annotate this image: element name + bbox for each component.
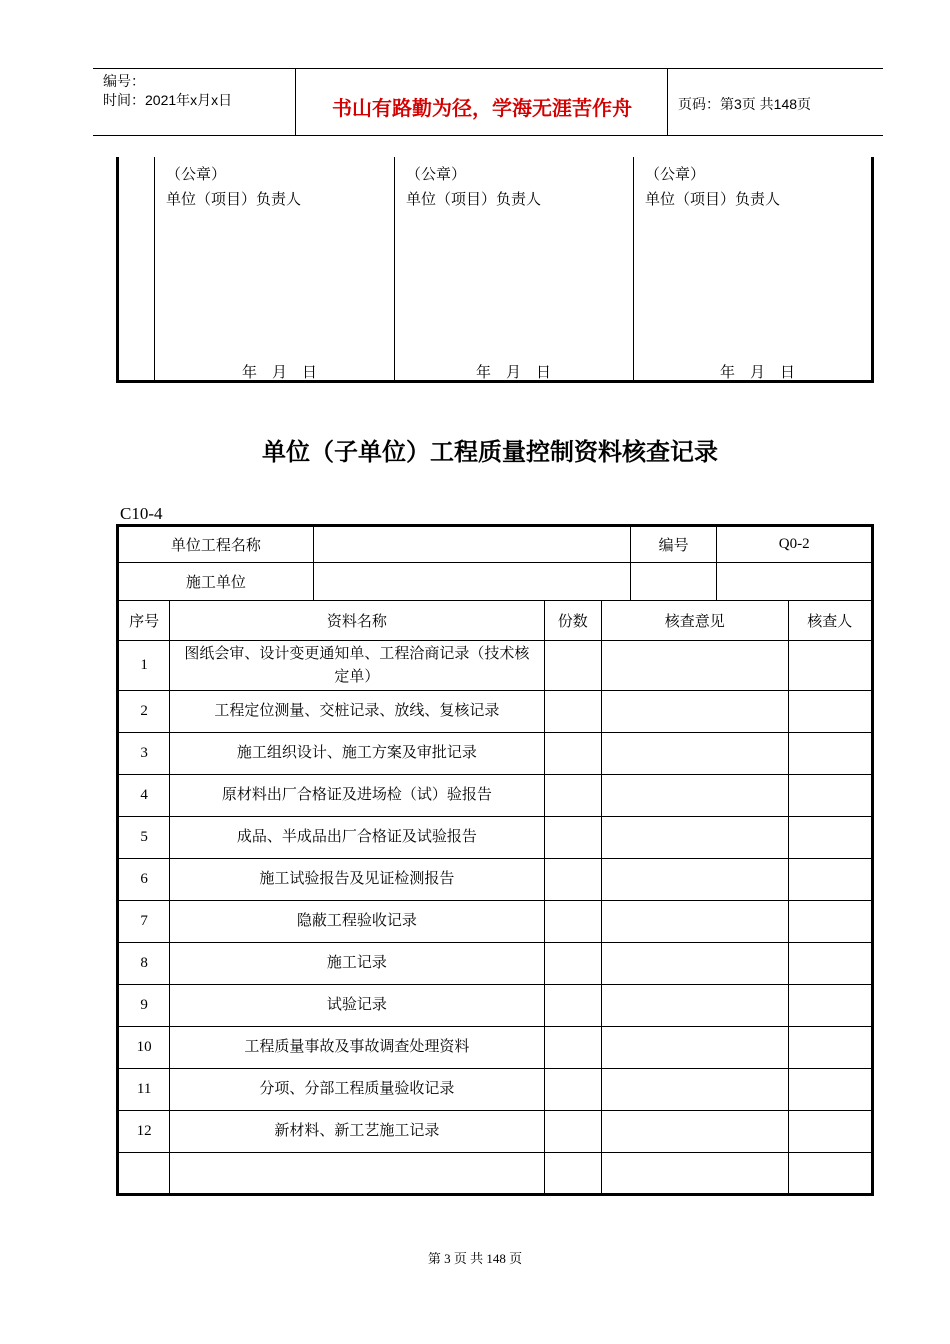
row-copies[interactable] xyxy=(544,733,601,775)
number-label: 编号： xyxy=(103,73,145,89)
row-opinion[interactable] xyxy=(601,733,788,775)
row-checker[interactable] xyxy=(788,691,872,733)
table-row xyxy=(118,691,873,733)
date-label: 年 月 日 xyxy=(720,365,796,381)
signature-cell xyxy=(635,157,871,380)
row-opinion[interactable] xyxy=(601,1027,788,1069)
table-row xyxy=(118,817,873,859)
row-seq: 8 xyxy=(118,943,170,985)
row-copies[interactable] xyxy=(544,691,601,733)
table-row xyxy=(118,1153,873,1195)
lead-label: 单位（项目）负责人 xyxy=(406,192,542,208)
row-copies[interactable] xyxy=(544,985,601,1027)
table-row xyxy=(118,775,873,817)
table-row xyxy=(118,985,873,1027)
empty-cell[interactable] xyxy=(631,563,717,601)
row-opinion[interactable] xyxy=(601,775,788,817)
table-row xyxy=(118,1111,873,1153)
row-name: 工程质量事故及事故调查处理资料 xyxy=(170,1027,544,1069)
header-motto: 书山有路勤为径，学海无涯苦作舟 xyxy=(332,96,632,120)
table-row xyxy=(118,1069,873,1111)
row-checker[interactable] xyxy=(788,641,872,691)
contractor-field[interactable] xyxy=(313,563,630,601)
row-name xyxy=(170,1153,544,1195)
row-checker[interactable] xyxy=(788,1069,872,1111)
table-row xyxy=(118,943,873,985)
row-copies[interactable] xyxy=(544,641,601,691)
number-label: 编号 xyxy=(631,526,717,563)
table-row xyxy=(118,859,873,901)
row-copies[interactable] xyxy=(544,859,601,901)
page-title: 单位（子单位）工程质量控制资料核查记录 xyxy=(262,438,718,466)
name-header: 资料名称 xyxy=(170,601,544,641)
row-seq: 12 xyxy=(118,1111,170,1153)
row-name: 隐蔽工程验收记录 xyxy=(170,901,544,943)
project-name-label: 单位工程名称 xyxy=(118,526,314,563)
time-label: 时间：2021年x月x日 xyxy=(103,92,233,108)
row-checker[interactable] xyxy=(788,859,872,901)
row-copies[interactable] xyxy=(544,1027,601,1069)
row-copies[interactable] xyxy=(544,1153,601,1195)
row-seq: 10 xyxy=(118,1027,170,1069)
table-row xyxy=(118,641,873,691)
date-label: 年 月 日 xyxy=(242,365,318,381)
column-header-row xyxy=(118,601,873,641)
row-checker[interactable] xyxy=(788,817,872,859)
row-seq: 9 xyxy=(118,985,170,1027)
row-opinion[interactable] xyxy=(601,985,788,1027)
row-opinion[interactable] xyxy=(601,1111,788,1153)
seal-label: （公章） xyxy=(166,167,227,183)
form-code: C10-4 xyxy=(120,504,163,523)
contractor-label: 施工单位 xyxy=(118,563,314,601)
row-checker[interactable] xyxy=(788,775,872,817)
date-label: 年 月 日 xyxy=(476,365,552,381)
row-checker[interactable] xyxy=(788,901,872,943)
row-checker[interactable] xyxy=(788,1111,872,1153)
info-row xyxy=(118,526,873,563)
row-opinion[interactable] xyxy=(601,817,788,859)
project-name-field[interactable] xyxy=(313,526,630,563)
row-opinion[interactable] xyxy=(601,943,788,985)
row-checker[interactable] xyxy=(788,943,872,985)
row-name: 工程定位测量、交桩记录、放线、复核记录 xyxy=(170,691,544,733)
row-opinion[interactable] xyxy=(601,691,788,733)
row-opinion[interactable] xyxy=(601,901,788,943)
seal-label: （公章） xyxy=(645,167,706,183)
check-table xyxy=(116,524,874,1196)
row-seq: 11 xyxy=(118,1069,170,1111)
row-opinion[interactable] xyxy=(601,1153,788,1195)
row-checker[interactable] xyxy=(788,733,872,775)
row-name: 分项、分部工程质量验收记录 xyxy=(170,1069,544,1111)
row-checker[interactable] xyxy=(788,985,872,1027)
signature-divider xyxy=(154,157,155,380)
page-footer: 第 3 页 共 148 页 xyxy=(427,1251,523,1266)
seq-header: 序号 xyxy=(118,601,170,641)
checker-header: 核查人 xyxy=(788,601,872,641)
seal-label: （公章） xyxy=(406,167,467,183)
row-checker[interactable] xyxy=(788,1027,872,1069)
row-name: 原材料出厂合格证及进场检（试）验报告 xyxy=(170,775,544,817)
table-row xyxy=(118,733,873,775)
header-page-info: 页码：第3页 共148页 xyxy=(678,96,812,112)
row-seq xyxy=(118,1153,170,1195)
copies-header: 份数 xyxy=(544,601,601,641)
signature-divider xyxy=(633,157,634,380)
number-field[interactable]: Q0-2 xyxy=(717,526,873,563)
row-seq: 5 xyxy=(118,817,170,859)
row-seq: 1 xyxy=(118,641,170,691)
row-checker[interactable] xyxy=(788,1153,872,1195)
row-name: 施工组织设计、施工方案及审批记录 xyxy=(170,733,544,775)
row-seq: 6 xyxy=(118,859,170,901)
row-seq: 2 xyxy=(118,691,170,733)
table-row xyxy=(118,1027,873,1069)
row-name: 试验记录 xyxy=(170,985,544,1027)
header-bottom-rule xyxy=(93,135,883,136)
row-opinion[interactable] xyxy=(601,641,788,691)
signature-cell xyxy=(396,157,633,380)
row-copies[interactable] xyxy=(544,943,601,985)
row-seq: 4 xyxy=(118,775,170,817)
lead-label: 单位（项目）负责人 xyxy=(645,192,781,208)
signature-table xyxy=(116,157,874,383)
opinion-header: 核查意见 xyxy=(601,601,788,641)
signature-divider xyxy=(394,157,395,380)
row-seq: 7 xyxy=(118,901,170,943)
row-seq: 3 xyxy=(118,733,170,775)
row-opinion[interactable] xyxy=(601,1069,788,1111)
info-row xyxy=(118,563,873,601)
empty-cell[interactable] xyxy=(717,563,873,601)
row-opinion[interactable] xyxy=(601,859,788,901)
lead-label: 单位（项目）负责人 xyxy=(166,192,302,208)
header-meta xyxy=(103,72,232,110)
row-copies[interactable] xyxy=(544,775,601,817)
row-name: 新材料、新工艺施工记录 xyxy=(170,1111,544,1153)
row-name: 成品、半成品出厂合格证及试验报告 xyxy=(170,817,544,859)
signature-cell xyxy=(156,157,394,380)
table-row xyxy=(118,901,873,943)
row-copies[interactable] xyxy=(544,1069,601,1111)
header-top-rule xyxy=(93,68,883,69)
row-copies[interactable] xyxy=(544,817,601,859)
row-copies[interactable] xyxy=(544,901,601,943)
row-name: 施工记录 xyxy=(170,943,544,985)
row-name: 施工试验报告及见证检测报告 xyxy=(170,859,544,901)
row-copies[interactable] xyxy=(544,1111,601,1153)
row-name: 图纸会审、设计变更通知单、工程洽商记录（技术核定单） xyxy=(170,641,544,691)
